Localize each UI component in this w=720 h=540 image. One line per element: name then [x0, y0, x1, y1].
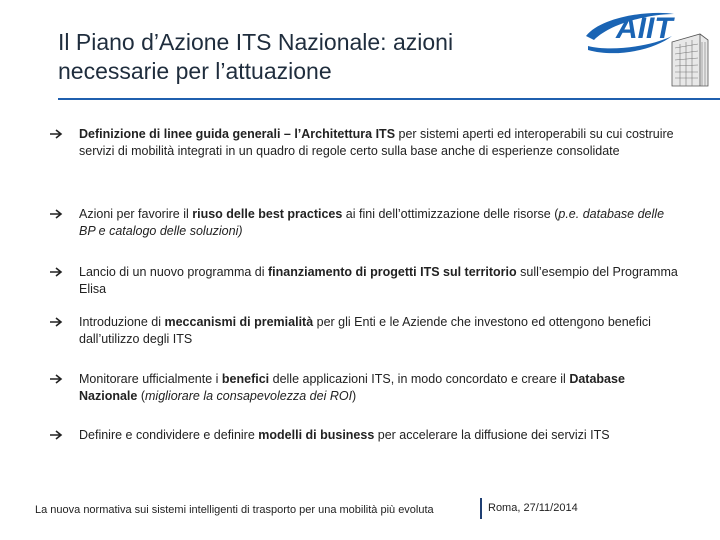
svg-text:AIIT: AIIT: [616, 12, 673, 45]
slide-title-line1: Il Piano d’Azione ITS Nazionale: azioni: [58, 29, 454, 55]
bullet-text: (: [137, 388, 145, 403]
bullet-text: Introduzione di: [79, 315, 165, 329]
bullet-text: per sistemi aperti ed interoperabili su cui costruire servizi di mobilità integrati in un quadro di regole certo sulla base anche di esperienze consolidate: [79, 127, 674, 158]
bullet-text: Definire e condividere e definire: [79, 428, 259, 442]
bullet-text: per gli Enti e le Aziende che investono ed ottengono benefici dall’utilizzo degli ITS: [79, 315, 651, 346]
bullet-item: [50, 206, 679, 239]
bullet-text-bold: meccanismi di premialità: [164, 315, 314, 329]
aiit-logo-graphic: [582, 6, 710, 92]
bullet-text: sull’esempio del Programma Elisa: [79, 265, 678, 296]
bullet-text-italic: p.e. database delle BP e catalogo delle soluzioni): [79, 207, 665, 238]
bullet-text: Azioni per favorire il: [79, 207, 193, 221]
slide-title: [58, 28, 558, 86]
arrow-right-icon: [50, 427, 64, 443]
bullet-text-italic: migliorare la consapevolezza dei ROI: [145, 388, 353, 403]
bullet-text: delle applicazioni ITS, in modo concordato e creare il: [269, 372, 570, 386]
bullet-item: [50, 371, 679, 404]
bullet-text: Monitorare ufficialmente i: [79, 372, 222, 386]
bullet-item: [50, 427, 639, 444]
title-divider: [58, 98, 720, 100]
bullet-text-bold: Definizione di linee guida generali – l’Architettura ITS: [79, 127, 396, 141]
arrow-right-icon: [50, 314, 64, 330]
bullet-text-bold: finanziamento di progetti ITS sul territorio: [268, 265, 517, 279]
footer-caption: La nuova normativa sui sistemi intelligenti di trasporto per una mobilità più evoluta: [35, 504, 434, 516]
bullet-text: ai fini dell’ottimizzazione delle risorse (: [342, 207, 559, 221]
bullet-text: ): [352, 388, 357, 403]
bullet-text: Lancio di un nuovo programma di: [79, 265, 269, 279]
arrow-right-icon: [50, 126, 64, 142]
bullet-text-bold: modelli di business: [258, 428, 375, 442]
bullet-text-bold: benefici: [221, 372, 270, 386]
arrow-right-icon: [50, 264, 64, 280]
bullet-item: [50, 264, 689, 297]
aiit-logo: [582, 6, 710, 92]
bullet-text-bold: riuso delle best practices: [192, 207, 343, 221]
arrow-right-icon: [50, 371, 64, 387]
bullet-text: per accelerare la diffusione dei servizi ITS: [374, 428, 610, 442]
footer-divider: [480, 498, 482, 519]
footer-date: Roma, 27/11/2014: [488, 502, 578, 514]
slide-title-line2: necessarie per l’attuazione: [58, 58, 332, 84]
arrow-right-icon: [50, 206, 64, 222]
bullet-item: [50, 126, 679, 159]
bullet-item: [50, 314, 679, 347]
bullet-text-bold: Database Nazionale: [79, 372, 625, 403]
